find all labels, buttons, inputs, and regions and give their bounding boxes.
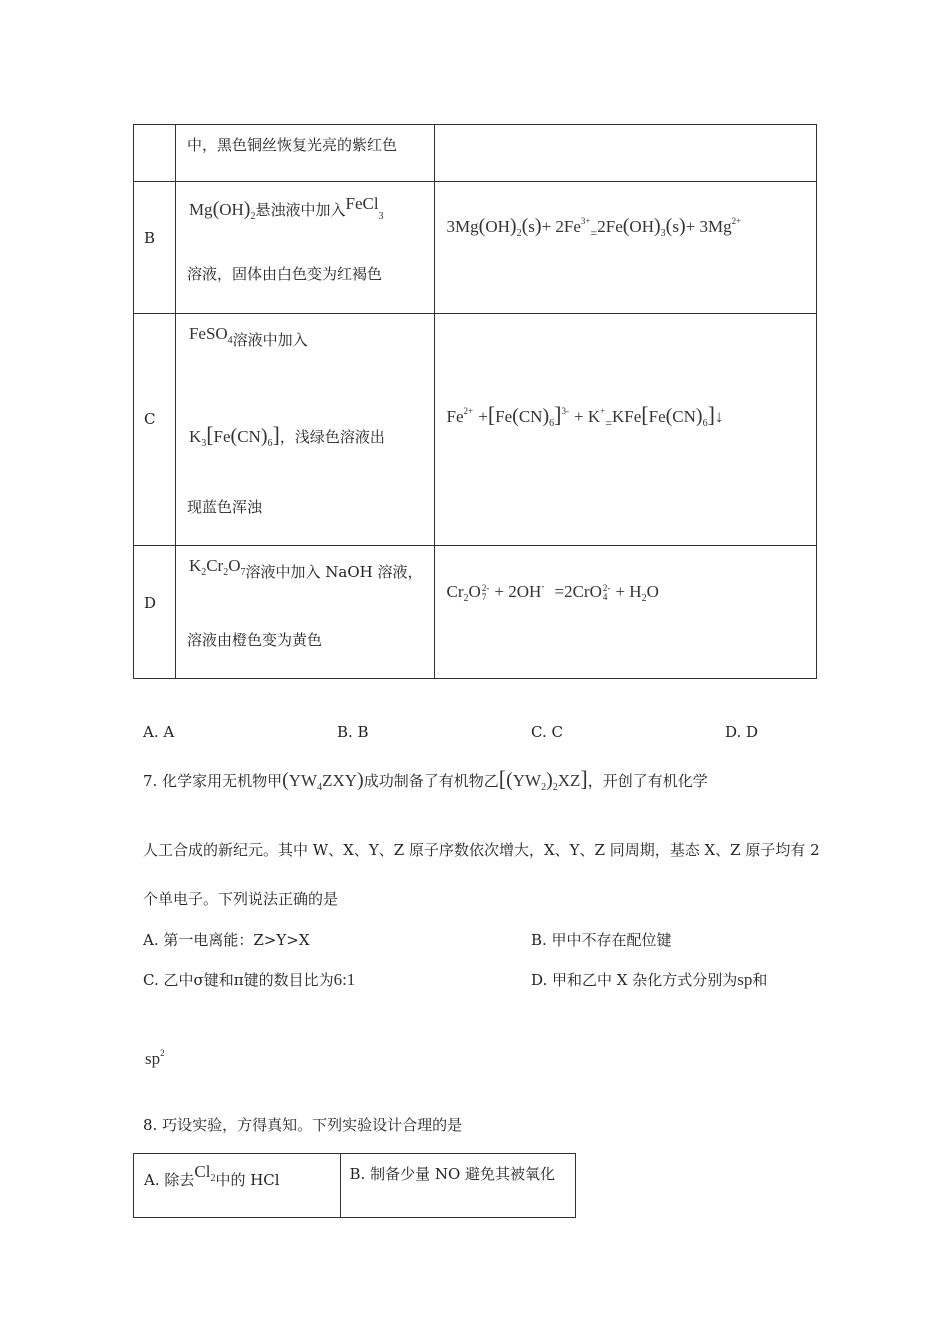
table-row: [134, 125, 817, 182]
subscript: 2: [210, 1173, 216, 1184]
rowB-desc-line1: $Mg(OH)_2$悬浊液中加入FeCl$_3$: [188, 194, 384, 222]
subscript: 2: [552, 782, 558, 793]
eq-cell: [434, 125, 816, 182]
desc-cell: [175, 546, 434, 679]
formula: Cl: [194, 1162, 211, 1181]
subscript: 3: [378, 211, 384, 222]
rowB-desc-line2: 溶液，固体由白色变为红褐色: [186, 265, 382, 283]
text: A. 除去: [144, 1171, 195, 1189]
text: 溶液中加入 NaOH 溶液，: [245, 563, 423, 581]
q8-option-b-cell: [340, 1154, 575, 1218]
formula: sp: [737, 970, 753, 989]
desc-cell: [175, 125, 434, 182]
q6-option-c: C. C: [531, 723, 563, 741]
row-label-c: C: [144, 410, 156, 428]
row0-desc: 中，黑色铜丝恢复光亮的紫红色: [186, 136, 397, 154]
rowB-equation: $3Mg(OH)_2(s)+ 2Fe^{3+}_=2Fe(OH)_3(s)+ 3Mg^{2+}$: [446, 215, 742, 240]
row-label-b: B: [144, 229, 156, 247]
row-label-cell: [134, 314, 176, 546]
subscript: 2: [541, 782, 547, 793]
formula: ZXY: [322, 771, 358, 790]
table-row: [134, 182, 817, 314]
text: ，浅绿色溶液出: [279, 428, 385, 446]
desc-cell: [175, 314, 434, 546]
formula: XZ: [557, 771, 581, 790]
q6-option-d: D. D: [725, 723, 759, 741]
table-row: [134, 314, 817, 546]
eq-cell: [434, 314, 816, 546]
text: 悬浊液中加入: [255, 201, 346, 219]
text: 7. 化学家用无机物甲: [143, 772, 283, 790]
subscript: 4: [227, 335, 233, 346]
text: ，开创了有机化学: [587, 772, 708, 790]
q7-line1: 7. 化学家用无机物甲$(YW_4ZXY)$成功制备了有机物乙$[(YW_2)_2XZ]$，开创了有机化学: [143, 766, 708, 793]
rowC-desc-line2: $K_3[Fe(CN)_6]$，浅绿色溶液出: [188, 422, 385, 449]
q7-line2: 人工合成的新纪元。其中 W、X、Y、Z 原子序数依次增大，X、Y、Z 同周期，基态 X、Z 原子均有 2: [143, 841, 820, 859]
formula: Mg: [188, 200, 213, 219]
text: C. 乙中σ键和π键的数目比为: [143, 971, 334, 989]
formula: OH: [219, 200, 244, 219]
rowD-desc-line1: $K_2Cr_2O_7$溶液中加入 NaOH 溶液，: [188, 556, 423, 581]
formula: sp: [145, 1049, 161, 1068]
formula: YW: [512, 771, 542, 790]
rowC-equation: $Fe^{2+} +[Fe(CN)_6]^{3-}$ + $K^+_=KFe[Fe(CN)_6]↓$: [446, 402, 724, 430]
subscript: 4: [317, 782, 323, 793]
row-label-cell: [134, 125, 176, 182]
rowC-desc-line3: 现蓝色浑浊: [186, 498, 262, 516]
q7-option-b: B. 甲中不存在配位键: [531, 931, 672, 949]
text: 和: [752, 971, 768, 989]
desc-cell: [175, 182, 434, 314]
q8-option-b: B. 制备少量 NO 避免其被氧化: [349, 1165, 556, 1183]
rowD-equation: $Cr_2O$ 2- 7 + 2OH- =2CrO 2- 4 + $H_2O$: [446, 581, 659, 604]
row-label-d: D: [144, 594, 157, 612]
subscript: 2: [250, 211, 256, 222]
q7-option-c: [143, 970, 355, 990]
q7-option-d: [531, 970, 767, 990]
q7-option-d-continuation: [145, 1048, 165, 1069]
formula: FeSO: [188, 324, 228, 343]
superscript: 2: [160, 1048, 165, 1058]
formula: 6:1: [333, 970, 356, 989]
q6-option-b: B. B: [337, 723, 369, 741]
row-label-cell: [134, 546, 176, 679]
q8-option-a-cell: [134, 1154, 341, 1218]
eq-cell: [434, 182, 816, 314]
text: 中的 HCl: [215, 1171, 280, 1189]
q8-options-table: [133, 1153, 576, 1218]
formula: YW: [288, 771, 318, 790]
q7-line3: 个单电子。下列说法正确的是: [143, 890, 339, 908]
table-row: [134, 546, 817, 679]
q8-option-a: [144, 1162, 280, 1190]
q8-stem: 8. 巧设实验，方得真知。下列实验设计合理的是: [143, 1116, 463, 1134]
q7-option-a: A. 第一电离能：Z>Y>X: [143, 931, 310, 949]
eq-cell: [434, 546, 816, 679]
row-label-cell: [134, 182, 176, 314]
rowC-desc-line1: [189, 324, 308, 350]
q6-option-a: A. A: [143, 723, 175, 741]
rowD-desc-line2: 溶液由橙色变为黄色: [186, 631, 322, 649]
text: 溶液中加入: [232, 331, 308, 349]
answer-table: [133, 124, 817, 679]
text: D. 甲和乙中 X 杂化方式分别为: [531, 971, 738, 989]
text: 成功制备了有机物乙: [363, 772, 499, 790]
formula: FeCl: [345, 194, 379, 213]
